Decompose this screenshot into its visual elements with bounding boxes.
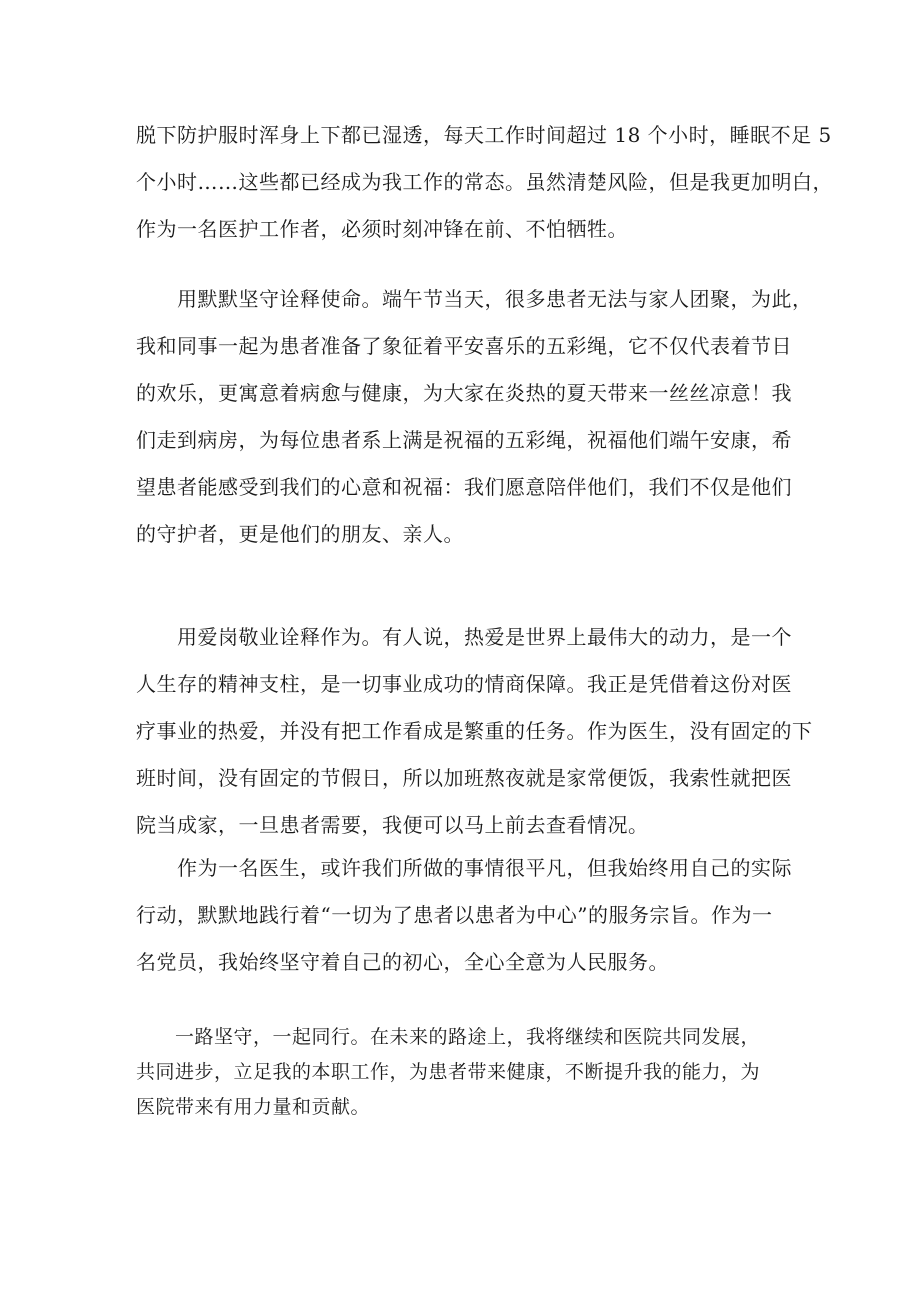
paragraph-line: 共同进步，立足我的本职工作，为患者带来健康，不断提升我的能力，为 bbox=[136, 1061, 761, 1083]
paragraph-line: 脱下防护服时浑身上下都已湿透，每天工作时间超过 18 个小时，睡眠不足 5 bbox=[136, 123, 832, 147]
paragraph-4 bbox=[136, 845, 796, 986]
paragraph-line: 望患者能感受到我们的心意和祝福：我们愿意陪伴他们，我们不仅是他们 bbox=[136, 475, 792, 499]
paragraph-line: 们走到病房，为每位患者系上满是祝福的五彩绳，祝福他们端午安康，希 bbox=[136, 428, 792, 452]
paragraph-line: 行动，默默地践行着“一切为了患者以患者为中心”的服务宗旨。作为一 bbox=[136, 903, 773, 927]
paragraph-line: 疗事业的热爱，并没有把工作看成是繁重的任务。作为医生，没有固定的下 bbox=[136, 719, 813, 743]
paragraph-line: 用默默坚守诠释使命。端午节当天，很多患者无法与家人团聚，为此， bbox=[136, 287, 813, 311]
paragraph-line: 院当成家，一旦患者需要，我便可以马上前去查看情况。 bbox=[136, 813, 649, 837]
paragraph-line: 一路坚守，一起同行。在未来的路途上，我将继续和医院共同发展， bbox=[136, 1026, 761, 1048]
paragraph-3 bbox=[136, 614, 813, 849]
paragraph-1 bbox=[136, 112, 833, 253]
paragraph-line: 班时间，没有固定的节假日，所以加班熬夜就是家常便饭，我索性就把医 bbox=[136, 766, 792, 790]
paragraph-5 bbox=[136, 1020, 796, 1125]
paragraph-line: 用爱岗敬业诠释作为。有人说，热爱是世界上最伟大的动力，是一个 bbox=[136, 625, 792, 649]
paragraph-line: 我和同事一起为患者准备了象征着平安喜乐的五彩绳，它不仅代表着节日 bbox=[136, 334, 792, 358]
paragraph-line: 名党员，我始终坚守着自己的初心，全心全意为人民服务。 bbox=[136, 950, 669, 974]
paragraph-line: 作为一名医生，或许我们所做的事情很平凡，但我始终用自己的实际 bbox=[136, 856, 792, 880]
paragraph-2 bbox=[136, 276, 813, 558]
paragraph-line: 个小时……这些都已经成为我工作的常态。虽然清楚风险，但是我更加明白， bbox=[136, 170, 833, 194]
paragraph-line: 作为一名医护工作者，必须时刻冲锋在前、不怕牺牲。 bbox=[136, 217, 628, 241]
paragraph-line: 的欢乐，更寓意着病愈与健康，为大家在炎热的夏天带来一丝丝凉意！我 bbox=[136, 381, 792, 405]
paragraph-line: 的守护者，更是他们的朋友、亲人。 bbox=[136, 522, 464, 546]
paragraph-line: 医院带来有用力量和贡献。 bbox=[136, 1096, 371, 1118]
paragraph-line: 人生存的精神支柱，是一切事业成功的情商保障。我正是凭借着这份对医 bbox=[136, 672, 792, 696]
